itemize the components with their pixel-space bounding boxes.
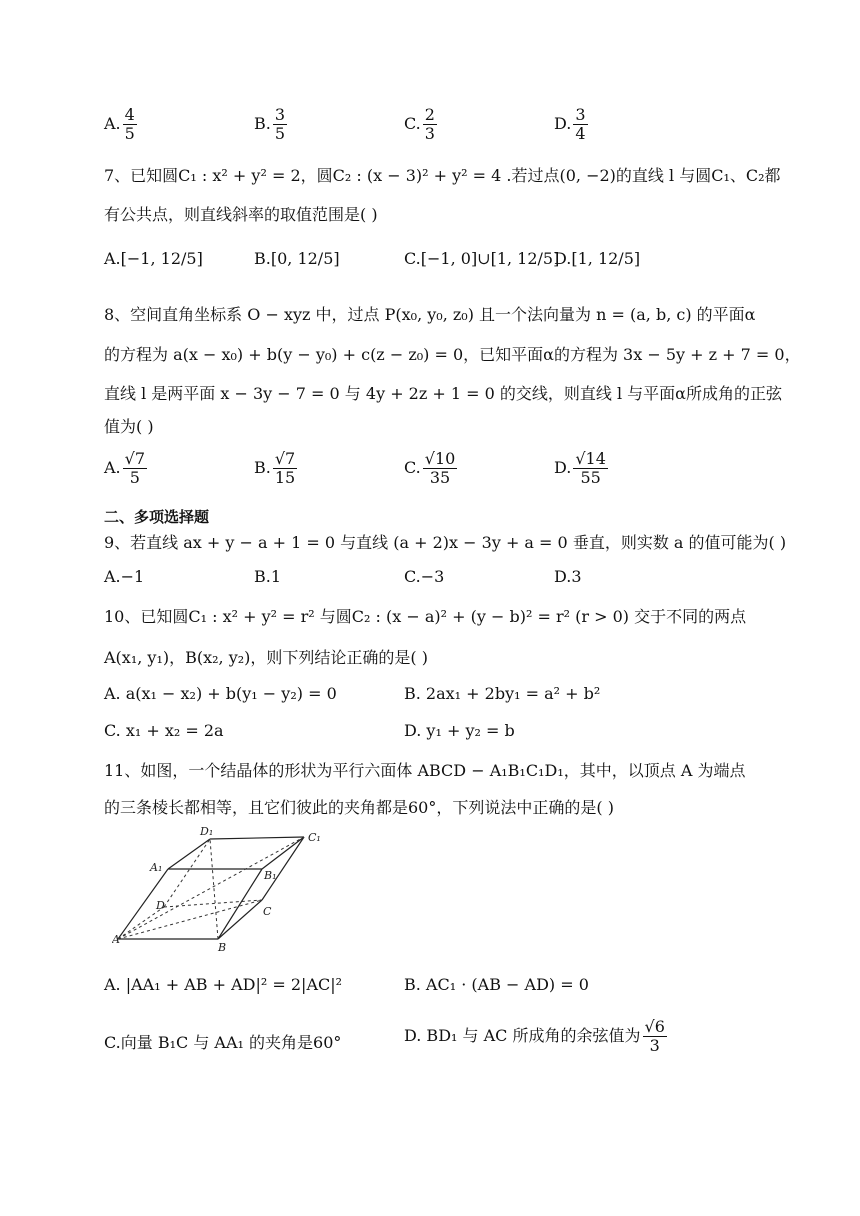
option-d-text: D. BD₁ 与 AC 所成角的余弦值为: [404, 1026, 641, 1045]
q8-option-d: [554, 450, 610, 487]
numerator: √14: [575, 449, 606, 468]
q7-option-d: D.[1, 12/5]: [554, 249, 641, 268]
numerator: √7: [124, 449, 146, 468]
q8-line-2: 的方程为 a(x − x₀) + b(y − y₀) + c(z − z₀) = 0，已知平面α的方程为 3x − 5y + z + 7 = 0，: [104, 345, 801, 364]
option-label: A.: [104, 458, 121, 477]
label-D: D: [156, 899, 165, 912]
q7-option-b: B.[0, 12/5]: [254, 249, 340, 268]
q8-option-a: [104, 450, 149, 487]
option-label: D.: [554, 458, 572, 477]
q6-option-d: [554, 106, 590, 143]
q7-line-2: 有公共点，则直线斜率的取值范围是( ): [104, 205, 378, 224]
q8-option-b: [254, 450, 299, 487]
q10-option-a: A. a(x₁ − x₂) + b(y₁ − y₂) = 0: [104, 684, 337, 703]
q7-option-c: C.[−1, 0]∪[1, 12/5]: [404, 249, 560, 268]
q8-line-3: 直线 l 是两平面 x − 3y − 7 = 0 与 4y + 2z + 1 = 0 的交线，则直线 l 与平面α所成角的正弦: [104, 384, 782, 403]
denominator: 5: [274, 124, 286, 143]
q9-option-c: C.−3: [404, 567, 445, 586]
option-label: B.: [254, 458, 271, 477]
fraction: [573, 450, 608, 487]
q11-option-a: A. |AA₁ + AB + AD|² = 2|AC|²: [104, 975, 343, 994]
option-label: C.: [404, 114, 421, 133]
numerator: 4: [124, 105, 135, 124]
q9-option-d: D.3: [554, 567, 582, 586]
denominator: 15: [274, 468, 296, 487]
fraction: [423, 450, 458, 487]
q7-line-1: 7、已知圆C₁ : x² + y² = 2，圆C₂ : (x − 3)² + y² = 4 .若过点(0, −2)的直线 l 与圆C₁、C₂都: [104, 166, 781, 185]
q11-option-b: B. AC₁ · (AB − AD) = 0: [404, 975, 589, 994]
section-heading: 二、多项选择题: [104, 508, 210, 526]
q6-option-b: [254, 106, 289, 143]
denominator: 4: [575, 124, 586, 143]
option-label: A.: [104, 114, 121, 133]
q9-line-1: 9、若直线 ax + y − a + 1 = 0 与直线 (a + 2)x − 3y + a = 0 垂直，则实数 a 的值可能为( ): [104, 533, 787, 552]
fraction: [423, 106, 437, 143]
fraction: [573, 106, 587, 143]
numerator: √6: [644, 1017, 665, 1036]
fraction: [123, 106, 137, 143]
label-A1: A₁: [150, 861, 163, 874]
q6-option-c: [404, 106, 439, 143]
numerator: 3: [575, 105, 586, 124]
q7-option-a: A.[−1, 12/5]: [104, 249, 203, 268]
label-B: B: [218, 941, 227, 953]
label-B1: B₁: [264, 869, 277, 882]
q10-option-b: B. 2ax₁ + 2by₁ = a² + b²: [404, 684, 601, 703]
label-C: C: [263, 905, 272, 918]
numerator: 3: [274, 105, 286, 124]
q11-line-1: 11、如图，一个结晶体的形状为平行六面体 ABCD − A₁B₁C₁D₁，其中，以顶点 A 为端点: [104, 761, 746, 780]
q11-line-2: 的三条棱长都相等，且它们彼此的夹角都是60°，下列说法中正确的是( ): [104, 798, 614, 817]
denominator: 35: [429, 468, 451, 487]
denominator: 3: [424, 124, 435, 143]
q9-option-a: A.−1: [104, 567, 145, 586]
q10-line-2: A(x₁, y₁)，B(x₂, y₂)，则下列结论正确的是( ): [104, 648, 428, 667]
numerator: 2: [424, 105, 435, 124]
label-A: A: [112, 933, 120, 946]
fraction: [273, 106, 287, 143]
q6-option-a: [104, 106, 139, 143]
denominator: 55: [580, 468, 601, 487]
numerator: √10: [424, 449, 456, 468]
label-C1: C₁: [308, 831, 321, 844]
q10-option-d: D. y₁ + y₂ = b: [404, 721, 515, 740]
fraction: [643, 1018, 667, 1055]
q11-option-d: [404, 1018, 669, 1055]
q8-line-1: 8、空间直角坐标系 O − xyz 中，过点 P(x₀, y₀, z₀) 且一个法向量为 n = (a, b, c) 的平面α: [104, 305, 756, 324]
option-label: C.: [404, 458, 421, 477]
option-label: D.: [554, 114, 572, 133]
numerator: √7: [274, 449, 296, 468]
denominator: 3: [649, 1036, 660, 1055]
q10-line-1: 10、已知圆C₁ : x² + y² = r² 与圆C₂ : (x − a)² + (y − b)² = r² (r > 0) 交于不同的两点: [104, 607, 747, 626]
fraction: [123, 450, 147, 487]
q8-line-4: 值为( ): [104, 417, 154, 436]
fraction: [273, 450, 297, 487]
q8-option-c: [404, 450, 459, 487]
parallelepiped-figure: [112, 825, 344, 953]
q11-option-c: C.向量 B₁C 与 AA₁ 的夹角是60°: [104, 1033, 342, 1052]
denominator: 5: [124, 124, 135, 143]
q9-option-b: B.1: [254, 567, 282, 586]
denominator: 5: [129, 468, 140, 487]
q10-option-c: C. x₁ + x₂ = 2a: [104, 721, 224, 740]
option-label: B.: [254, 114, 271, 133]
label-D1: D₁: [200, 825, 214, 838]
